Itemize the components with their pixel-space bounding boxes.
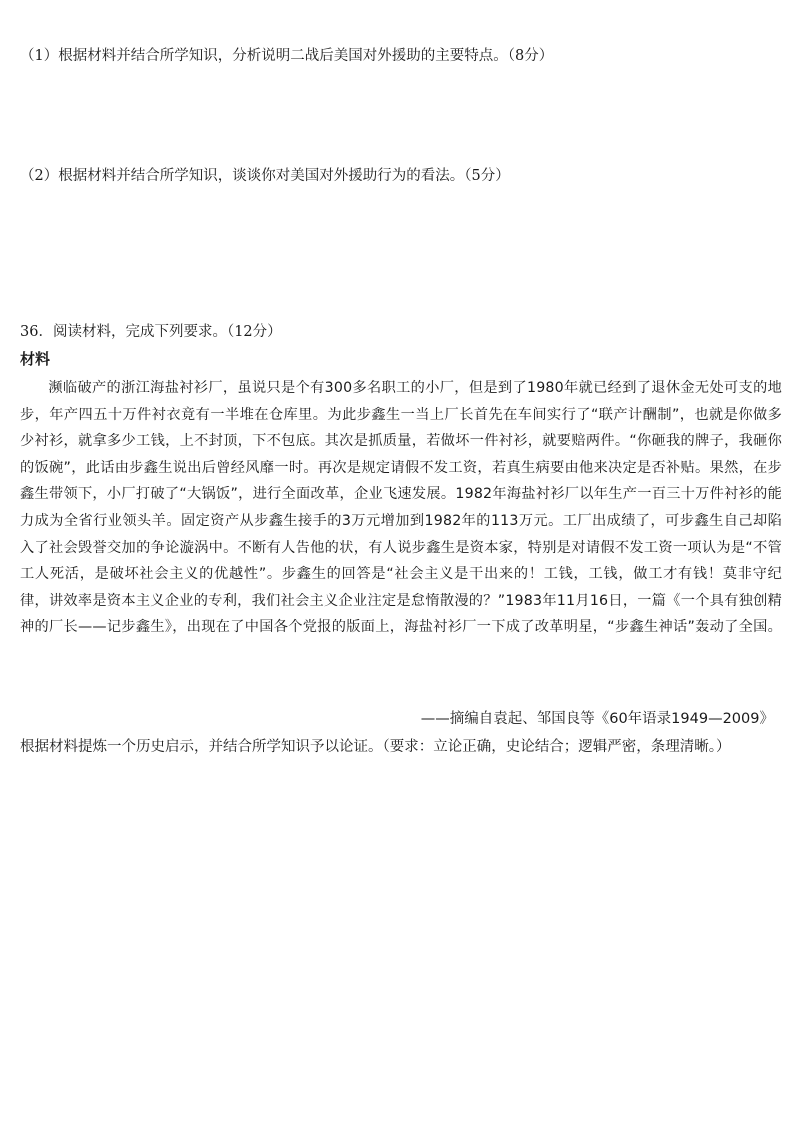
question-36-heading: 36．阅读材料，完成下列要求。（12分）	[20, 324, 282, 340]
question-2-prompt: （2）根据材料并结合所学知识，谈谈你对美国对外援助行为的看法。（5分）	[20, 168, 510, 184]
material-passage	[20, 375, 782, 641]
material-source-citation: ——摘编自袁起、邹国良等《60年语录1949—2009》	[420, 711, 774, 727]
question-1-prompt: （1）根据材料并结合所学知识，分析说明二战后美国对外援助的主要特点。（8分）	[20, 48, 554, 64]
material-label: 材料	[20, 350, 51, 368]
material-passage-text: 濒临破产的浙江海盐衬衫厂，虽说只是个有300多名职工的小厂，但是到了1980年就已经到了退休金无处可支的地步，年产四五十万件衬衣竟有一半堆在仓库里。为此步鑫生一当上厂长首先在车间实行了“联产计酬制”，也就是你做多少衬衫，就拿多少工钱，上不封顶，下不包底。其次是抓质量，若做坏一件衬衫，就要赔两件。“你砸我的牌子，我砸你的饭碗”，此话由步鑫生说出后曾经风靡一时。再次是规定请假不发工资，若真生病要由他来决定是否补贴。果然，在步鑫生带领下，小厂打破了“大锅饭”，进行全面改革，企业飞速发展。1982年海盐衬衫厂以年生产一百三十万件衬衫的能力成为全省行业领头羊。固定资产从步鑫生接手的3万元增加到1982年的113万元。工厂出成绩了，可步鑫生自己却陷入了社会毁誉交加的争论漩涡中。不断有人告他的状，有人说步鑫生是资本家，特别是对请假不发工资一项认为是“不管工人死活，是破坏社会主义的优越性”。步鑫生的回答是“社会主义是干出来的！工钱，工钱，做工才有钱！莫非守纪律，讲效率是资本主义企业的专利，我们社会主义企业注定是怠惰散漫的？”1983年11月16日，一篇《一个具有独创精神的厂长——记步鑫生》，出现在了中国各个党报的版面上，海盐衬衫厂一下成了改革明星，“步鑫生神话”轰动了全国。	[20, 380, 783, 636]
question-36-task: 根据材料提炼一个历史启示，并结合所学知识予以论证。（要求：立论正确，史论结合；逻辑严密，条理清晰。）	[20, 739, 731, 755]
